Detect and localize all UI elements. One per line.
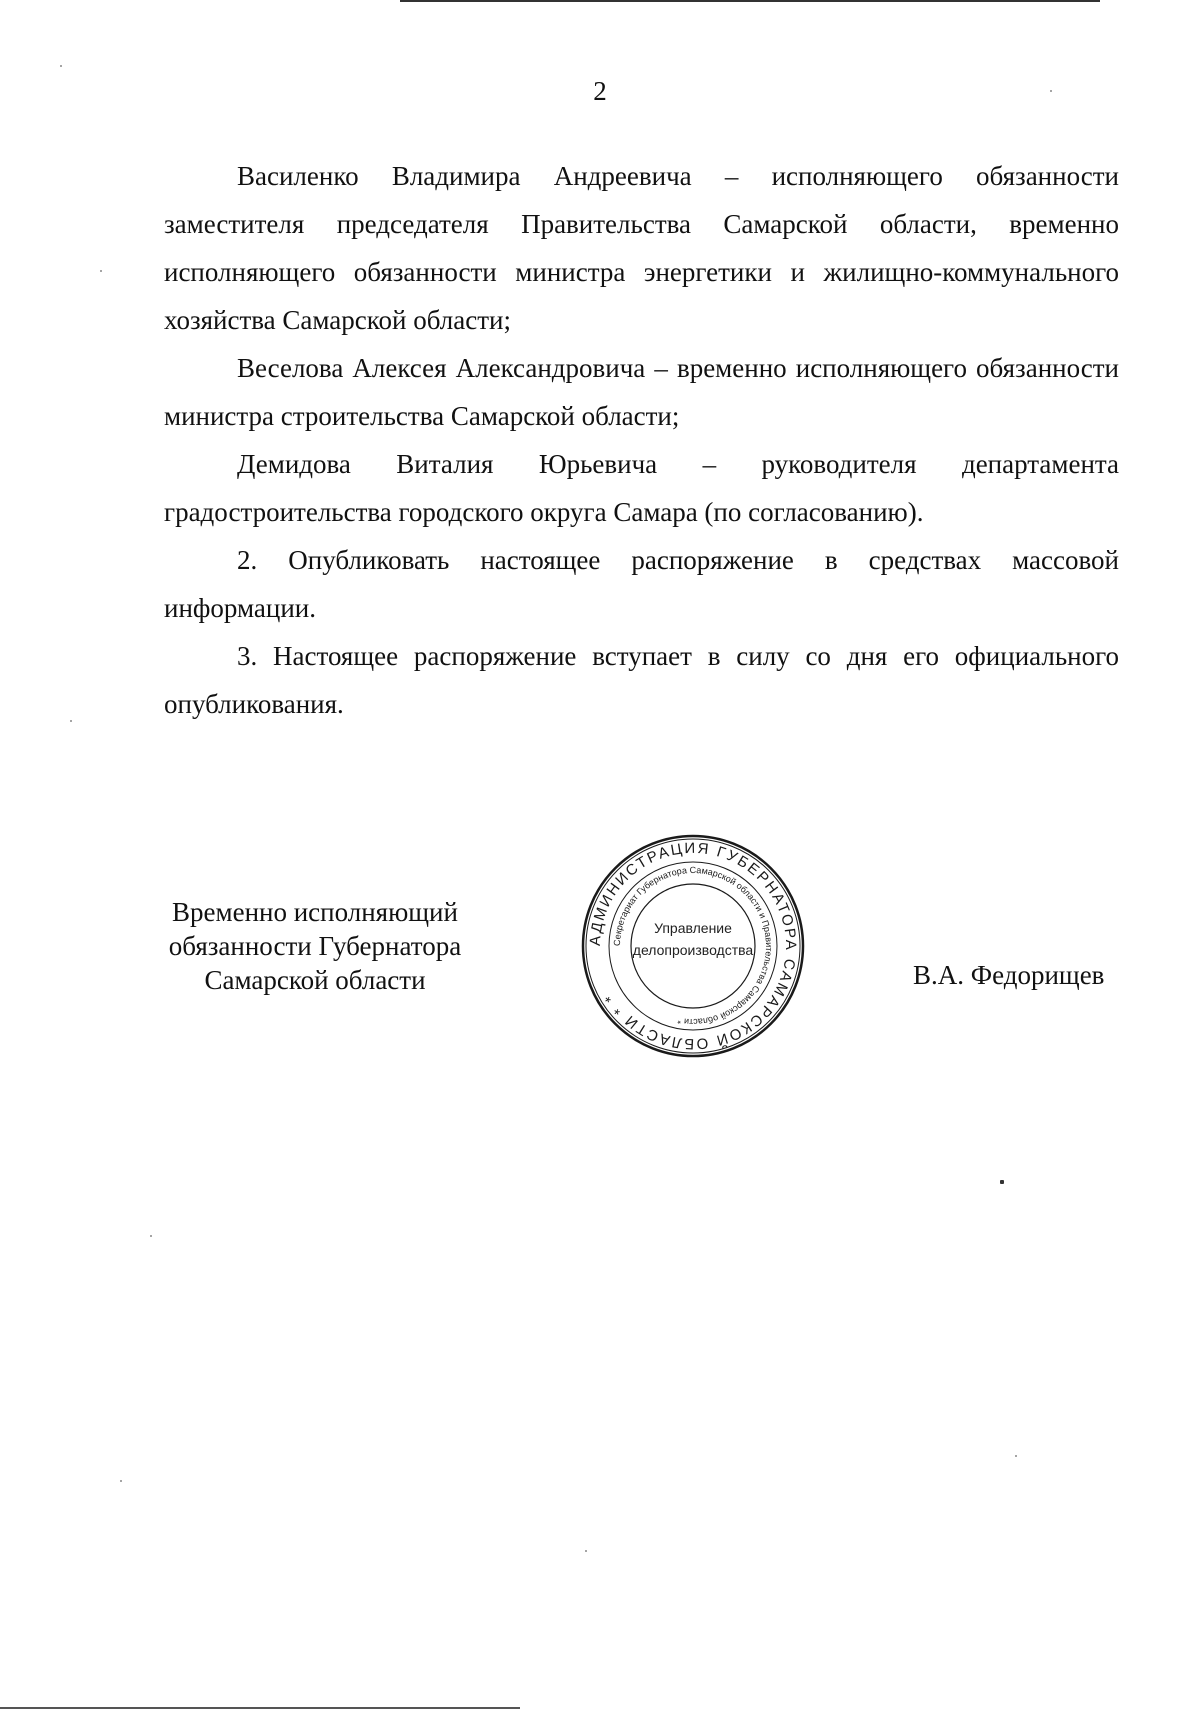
seal-center-text (628, 917, 758, 961)
scan-speck (120, 1480, 122, 1482)
scan-speck (1000, 1180, 1004, 1184)
bottom-scan-border (0, 1707, 520, 1709)
signatory-title-line: обязанности Губернатора (168, 931, 462, 961)
seal-inner-text: Секретариат Губернатора Самарской области и Правительства Самарской области * (611, 864, 775, 1028)
scan-speck (70, 720, 72, 722)
top-scan-border (400, 0, 1100, 2)
scan-speck (60, 65, 62, 67)
scan-speck (1050, 90, 1052, 92)
seal-center-line: Управление (654, 920, 732, 936)
scan-speck (1015, 1455, 1017, 1457)
signatory-title-line: Самарской области (204, 965, 426, 995)
signatory-title (150, 895, 480, 997)
official-seal (580, 833, 806, 1059)
paragraph-vasilenko: Василенко Владимира Андреевича – исполняющего обязанности заместителя председателя Правительства Самарской области, временно исполняющего обязанности министра энергетики и жилищно-коммунального хозяйства Самарской области; (164, 161, 1119, 335)
seal-center-line: делопроизводства (632, 942, 754, 958)
scan-speck (585, 1550, 587, 1552)
page-number: 2 (593, 76, 607, 106)
paragraph-item-3: 3. Настоящее распоряжение вступает в силу со дня его официального опубликования. (164, 641, 1119, 719)
scan-speck (100, 270, 102, 272)
signatory-name: В.А. Федорищев (913, 960, 1105, 990)
paragraph-item-2: 2. Опубликовать настоящее распоряжение в средствах массовой информации. (164, 545, 1119, 623)
paragraph-demidov: Демидова Виталия Юрьевича – руководителя департамента градостроительства городского округа Самара (по согласованию). (164, 449, 1119, 527)
signatory-title-line: Временно исполняющий (172, 897, 458, 927)
scan-speck (150, 1235, 152, 1237)
document-body (164, 152, 1119, 728)
signature-block (0, 839, 1200, 1105)
seal-outer-text: АДМИНИСТРАЦИЯ ГУБЕРНАТОРА САМАРСКОЙ ОБЛАСТИ * * (586, 839, 800, 1053)
paragraph-veselov: Веселова Алексея Александровича – временно исполняющего обязанности министра строительства Самарской области; (164, 353, 1119, 431)
